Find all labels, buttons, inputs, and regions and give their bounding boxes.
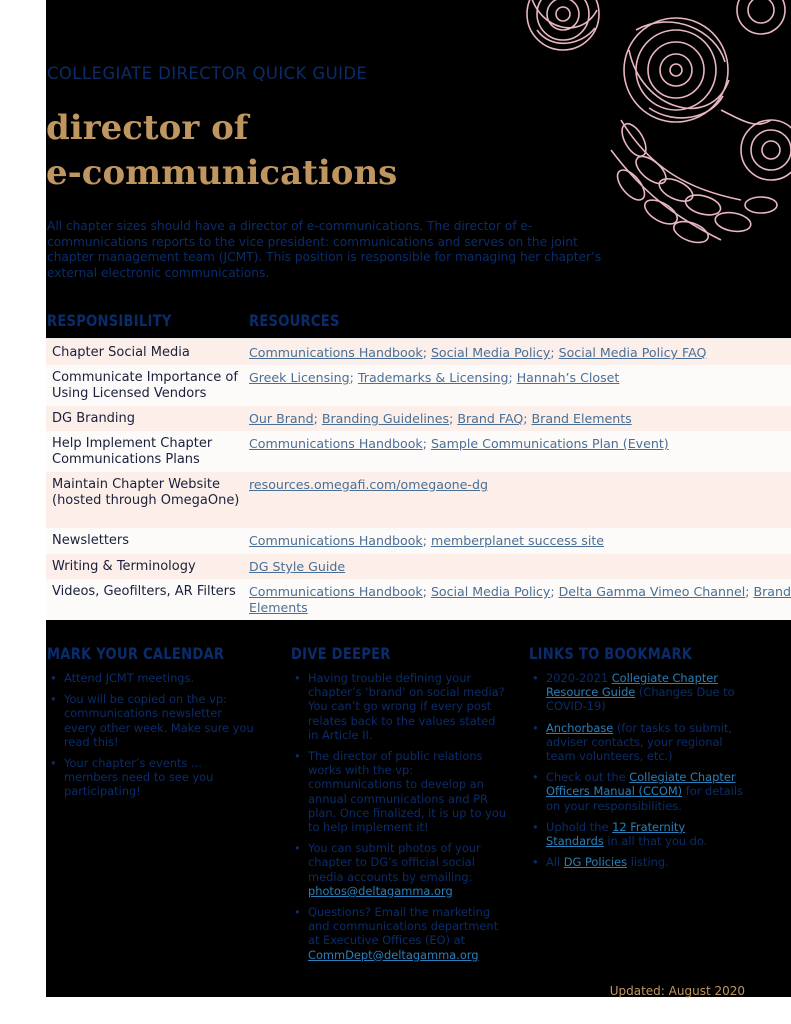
resource-link[interactable]: Communications Handbook [249,584,423,599]
resource-link[interactable]: Delta Gamma Vimeo Channel [558,584,746,599]
list-item: • Having trouble defining your chapter’s ‘brand’ on social media? You can’t go wrong if every post relates back to the values stated in Article II. [294,671,505,742]
responsibility-cell: DG Branding [52,411,136,426]
responsibility-header: RESPONSIBILITY [47,311,172,330]
responsibility-cell: Maintain Chapter Website (hosted through OmegaOne) [52,477,240,508]
resource-link[interactable]: Trademarks & Licensing [357,370,509,385]
responsibility-cell: Communicate Importance of Using Licensed Vendors [52,370,238,401]
resource-link[interactable]: Social Media Policy FAQ [558,345,707,360]
responsibility-cell: Chapter Social Media [52,345,190,360]
rose-illustration-icon [471,0,791,250]
resources-cell: Communications Handbook; memberplanet success site [249,533,605,548]
calendar-heading: MARK YOUR CALENDAR [47,644,225,663]
list-item: • Anchorbase (for tasks to submit, adviser contacts, your regional team volunteers, etc.) [532,720,732,764]
table-row [46,431,791,472]
resource-link[interactable]: resources.omegafi.com/omegaone-dg [249,477,488,492]
bookmarks-heading: LINKS TO BOOKMARK [529,644,693,663]
resource-link[interactable]: Our Brand [249,411,314,426]
fraternity-standards-link[interactable]: 12 Fraternity Standards [546,819,686,849]
list-item: • All DG Policies listing. [532,855,669,870]
resource-guide-link[interactable]: Collegiate Chapter Resource Guide [546,671,718,700]
resource-link[interactable]: Branding Guidelines [321,411,450,426]
resource-link[interactable]: Brand Elements [249,584,791,615]
responsibility-cell: Help Implement Chapter Communications Plans [52,436,213,467]
resource-link[interactable]: Sample Communications Plan (Event) [430,436,669,451]
list-item: • Questions? Email the marketing and communications department at Executive Offices (EO) at CommDept@deltagamma.org [294,905,499,962]
resources-cell: Communications Handbook; Sample Communications Plan (Event) [249,436,669,451]
resource-link[interactable]: DG Style Guide [249,559,346,574]
intro-paragraph: All chapter sizes should have a director of e-communications. The director of e-communications reports to the vice president: communications and serves on the joint chapter management team (JCMT). This position is responsible for managing her chapter’s external electronic communications. [47,219,602,280]
photos-email-link[interactable]: photos@deltagamma.org [308,883,453,898]
table-row [46,554,791,579]
table-row [46,339,791,365]
resources-cell: Greek Licensing; Trademarks & Licensing; Hannah’s Closet [249,370,620,385]
resources-cell [245,477,791,493]
resources-cell [245,559,791,575]
resource-link[interactable]: Greek Licensing [249,370,350,385]
table-row [46,406,791,431]
title-line-2: e-communications [46,153,398,193]
list-item: • Check out the Collegiate Chapter Officers Manual (CCOM) for details on your responsibilities. [532,770,743,813]
table-row [46,365,791,406]
resource-link[interactable]: Communications Handbook [249,345,423,360]
list-item: • Your chapter’s events ... members need to see you participating! [50,756,214,799]
responsibility-table [46,338,791,620]
bookmarks-section [529,644,743,876]
list-item: • You can submit photos of your chapter to DG’s official social media accounts by emailing: photos@deltagamma.org [294,841,481,898]
table-row [46,472,791,528]
resource-link[interactable]: Communications Handbook [249,533,423,548]
dg-policies-link[interactable]: DG Policies [563,855,628,870]
dive-deeper-heading: DIVE DEEPER [291,644,391,663]
resource-link[interactable]: Hannah’s Closet [516,370,620,385]
list-item: • You will be copied on the vp: communications newsletter every other week. Make sure you read this! [50,692,254,749]
anchorbase-link[interactable]: Anchorbase [546,720,614,735]
title-line-1: director of [46,108,249,148]
table-row [46,528,791,554]
guide-page [46,0,791,997]
list-item: • Uphold the 12 Fraternity Standards in all that you do. [532,819,708,849]
responsibility-cell: Newsletters [52,533,130,548]
responsibility-cell: Videos, Geofilters, AR Filters [52,584,236,599]
commdept-email-link[interactable]: CommDept@deltagamma.org [308,947,479,962]
dive-deeper-section [291,644,509,969]
resource-link[interactable]: Social Media Policy [430,345,551,360]
list-item: • Attend JCMT meetings. [50,671,195,685]
list-item: • The director of public relations works with the vp: communications to develop an annual communications and PR plan. Once finalized, it is up to you to help implement it! [294,749,507,835]
resource-link[interactable]: Brand FAQ [457,411,524,426]
calendar-section [47,644,257,806]
resource-link[interactable]: Communications Handbook [249,436,423,451]
responsibility-cell: Writing & Terminology [52,559,196,574]
resources-header: RESOURCES [249,311,340,330]
resources-cell: Communications Handbook; Social Media Policy; Delta Gamma Vimeo Channel; Brand Elements [249,584,791,615]
updated-date: Updated: August 2020 [609,984,745,998]
resource-link[interactable]: Brand Elements [531,411,632,426]
resource-link[interactable]: Social Media Policy [430,584,551,599]
guide-kicker: COLLEGIATE DIRECTOR QUICK GUIDE [47,64,368,83]
page-title [46,106,397,196]
list-item: • 2020-2021 Collegiate Chapter Resource Guide (Changes Due to COVID-19) [532,671,735,714]
resources-cell: Communications Handbook; Social Media Policy; Social Media Policy FAQ [249,345,707,360]
resources-cell: Our Brand; Branding Guidelines; Brand FAQ; Brand Elements [249,411,632,426]
resource-link[interactable]: memberplanet success site [430,533,605,548]
ccom-link[interactable]: Collegiate Chapter Officers Manual (CCOM) [546,770,736,799]
table-row [46,579,791,620]
